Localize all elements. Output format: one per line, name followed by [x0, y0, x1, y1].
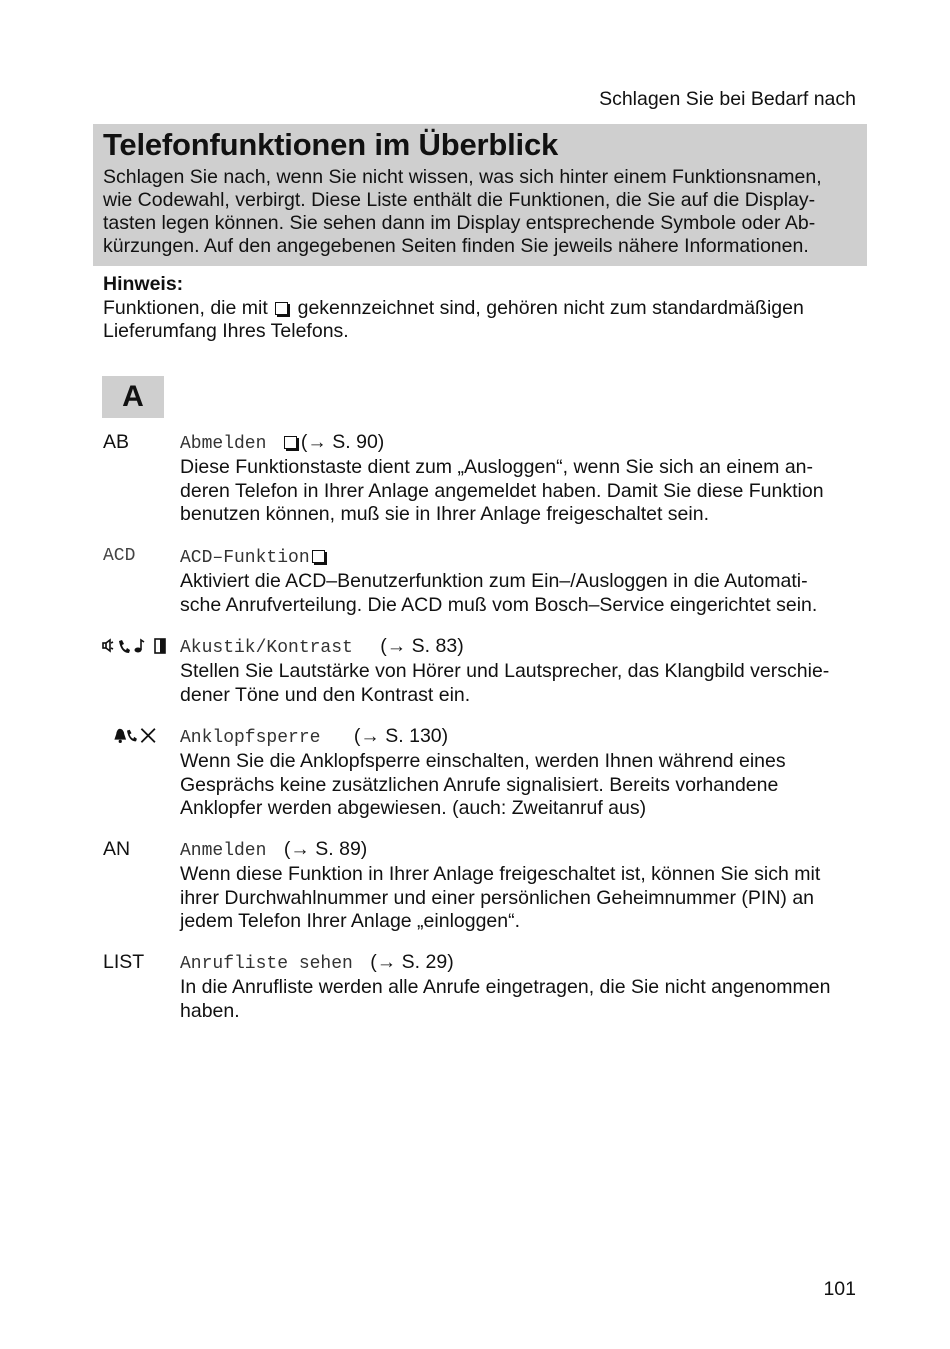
bell-icon	[114, 729, 126, 743]
entry-description	[180, 660, 865, 707]
description-line: Aktiviert die ACD–Benutzerfunktion zum Ein–/Ausloggen in die Automati-	[180, 570, 808, 593]
description-line: Gesprächs keine zusätzlichen Anrufe signalisiert. Bereits vorhandene	[180, 773, 779, 796]
note-icon	[135, 640, 145, 653]
page-reference: (→ S. 83)	[380, 635, 464, 657]
hint-block	[103, 273, 863, 344]
function-name: Anrufliste sehen	[180, 954, 353, 974]
description-line: Stellen Sie Lautstärke von Hörer und Lautsprecher, das Klangbild verschie-	[180, 660, 830, 683]
optional-feature-icon	[312, 550, 325, 563]
entry-abbreviation: AB	[103, 431, 130, 453]
page-reference: (→ S. 130)	[353, 725, 449, 747]
description-line: Wenn diese Funktion in Ihrer Anlage freigeschaltet ist, können Sie sich mit	[180, 863, 821, 886]
function-name: Anklopfsperre	[180, 728, 321, 748]
entry-abbreviation: LIST	[103, 951, 145, 973]
entry-body	[180, 545, 865, 617]
hint-text	[103, 297, 863, 344]
description-line: Diese Funktionstaste dient zum „Ausloggen“, wenn Sie sich an einem an-	[180, 456, 813, 479]
description-line: jedem Telefon Ihrer Anlage „einloggen“.	[180, 909, 521, 932]
description-line: sche Anrufverteilung. Die ACD muß vom Bosch–Service eingerichtet sein.	[180, 593, 818, 616]
function-name: ACD–Funktion	[180, 548, 310, 568]
page-reference: (→ S. 90)	[300, 431, 385, 453]
entry-description	[180, 456, 865, 526]
contrast-icon	[155, 639, 165, 653]
acoustic-contrast-symbols	[102, 637, 168, 655]
intro-line: kürzungen. Auf den angegebenen Seiten finden Sie jeweils nähere Informationen.	[103, 235, 809, 257]
function-name: Abmelden	[180, 434, 267, 454]
page-reference: (→ S. 89)	[283, 838, 368, 860]
intro-line: Schlagen Sie nach, wenn Sie nicht wissen, was sich hinter einem Funktionsnamen,	[103, 166, 822, 188]
entry-body	[180, 951, 865, 1023]
cross-icon	[141, 729, 155, 743]
description-line: ihrer Durchwahlnummer und einer persönlichen Geheimnummer (PIN) an	[180, 886, 815, 909]
speaker-icon	[103, 640, 113, 651]
description-line: haben.	[180, 999, 240, 1022]
description-line: dener Töne und den Kontrast ein.	[180, 683, 471, 706]
optional-feature-icon	[275, 302, 288, 315]
intro-box	[93, 124, 867, 266]
entry-description	[180, 976, 865, 1023]
description-line: In die Anrufliste werden alle Anrufe eingetragen, die Sie nicht angenommen	[180, 976, 831, 999]
page-reference: (→ S. 29)	[370, 951, 454, 973]
hint-text-part: Funktionen, die mit	[103, 296, 268, 319]
handset-icon	[119, 640, 130, 653]
entry-description	[180, 570, 865, 617]
description-line: Anklopfer werden abgewiesen. (auch: Zweitanruf aus)	[180, 796, 647, 819]
handset-icon	[127, 730, 137, 742]
description-line: deren Telefon in Ihrer Anlage angemeldet haben. Damit Sie diese Funktion	[180, 479, 824, 502]
intro-line: wie Codewahl, verbirgt. Diese Liste enthält die Funktionen, die Sie auf die Display-	[103, 189, 816, 211]
description-line: benutzen können, muß sie in Ihrer Anlage freigeschaltet sein.	[180, 502, 709, 525]
hint-text-part: gekennzeichnet sind, gehören nicht zum standardmäßigen	[297, 296, 804, 319]
entry-body	[180, 725, 865, 820]
page-title: Telefonfunktionen im Überblick	[103, 127, 559, 162]
call-waiting-block-symbols	[111, 727, 161, 745]
intro-line: tasten legen können. Sie sehen dann im Display entsprechende Symbole oder Ab-	[103, 212, 816, 234]
entry-description	[180, 863, 865, 933]
description-line: Wenn Sie die Anklopfsperre einschalten, werden Ihnen während eines	[180, 750, 786, 773]
intro-text	[103, 166, 857, 258]
function-name: Anmelden	[180, 841, 267, 861]
hint-title: Hinweis:	[103, 273, 184, 295]
entry-body	[180, 431, 865, 526]
optional-feature-icon	[284, 436, 297, 449]
entry-abbreviation: ACD	[103, 546, 136, 566]
hint-text-part: Lieferumfang Ihres Telefons.	[103, 320, 349, 342]
entry-body	[180, 635, 865, 707]
page-number: 101	[823, 1278, 856, 1300]
entry-description	[180, 750, 865, 820]
entry-abbreviation: AN	[103, 838, 131, 860]
running-head: Schlagen Sie bei Bedarf nach	[599, 88, 856, 110]
function-name: Akustik/Kontrast	[180, 638, 353, 658]
section-letter: A	[102, 376, 164, 418]
entry-body	[180, 838, 865, 933]
